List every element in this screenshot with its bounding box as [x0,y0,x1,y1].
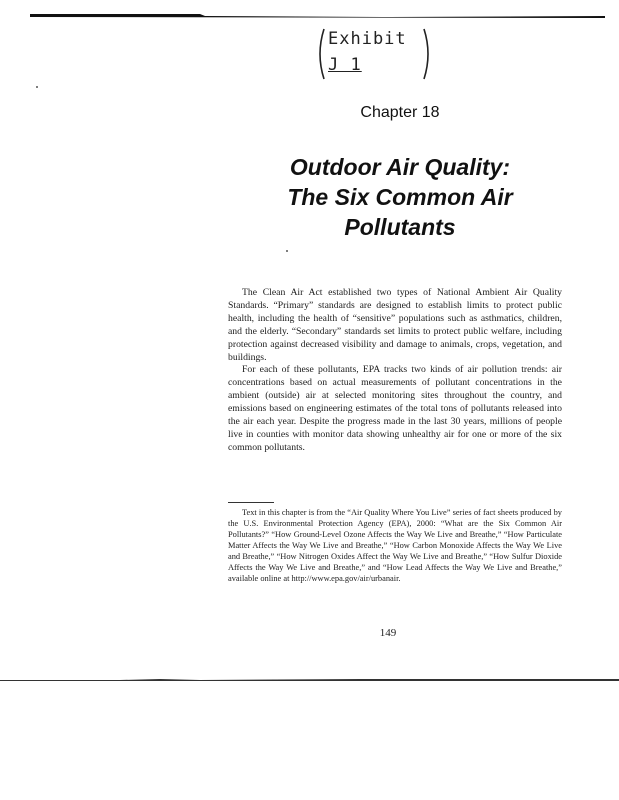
chapter-title-line-2: The Six Common Air [287,184,513,210]
footnote: Text in this chapter is from the “Air Quality Where You Live” series of fact sheets produced by the U.S. Environmental Protection Agency (EPA), 2000: “What are the Six Common Air Pollutants?” “How Ground-Level Ozone Affects the Way We Live and Breathe,” “How Particulate Matter Affects the Way We Live and Breathe,” “How Carbon Monoxide Affects the Way We Live and Breathe,” “How Nitrogen Oxides Affect the Way We Live and Breathe,” “How Sulfur Dioxide Affects the Way We Live and Breathe,” and “How Lead Affects the Way We Live and Breathe,” available online at http://www.epa.gov/air/urbanair. [228,508,562,583]
footnote-divider [228,502,274,503]
exhibit-stamp [316,26,434,86]
page-number: 149 [379,627,397,639]
chapter-label: Chapter 18 [360,104,440,121]
scan-artifact-top-bar [30,12,605,18]
scan-artifact-bottom-bar [0,676,619,682]
chapter-title-line-3: Pollutants [344,214,456,240]
exhibit-handwriting [328,26,428,78]
exhibit-label: Exhibit [328,29,407,49]
body-text [228,287,562,455]
body-paragraph-1: The Clean Air Act established two types of National Ambient Air Quality Standards. “Primary” standards are designed to establish limits to protect public health, including the health of “sensitive” populations such as asthmatics, children, and the elderly. “Secondary” standards set limits to protect public welfare, including protection against decreased visibility and damage to animals, crops, vegetation, and buildings. [228,287,562,363]
exhibit-right-paren [422,28,432,80]
scan-speck [36,86,38,88]
exhibit-number: J 1 [328,55,362,75]
body-paragraph-2: For each of these pollutants, EPA tracks two kinds of air pollution trends: air concentrations based on actual measurements of pollutant concentrations in the ambient (outside) air at selected monitoring sites throughout the country, and emissions based on engineering estimates of the total tons of pollutants released into the air each year. Despite the progress made in the last 30 years, millions of people live in counties with monitor data showing unhealthy air for one or more of the six common pollutants. [228,364,562,453]
scan-speck [286,250,288,252]
chapter-title [230,152,570,242]
exhibit-left-paren [316,28,326,80]
chapter-title-line-1: Outdoor Air Quality: [289,154,511,180]
